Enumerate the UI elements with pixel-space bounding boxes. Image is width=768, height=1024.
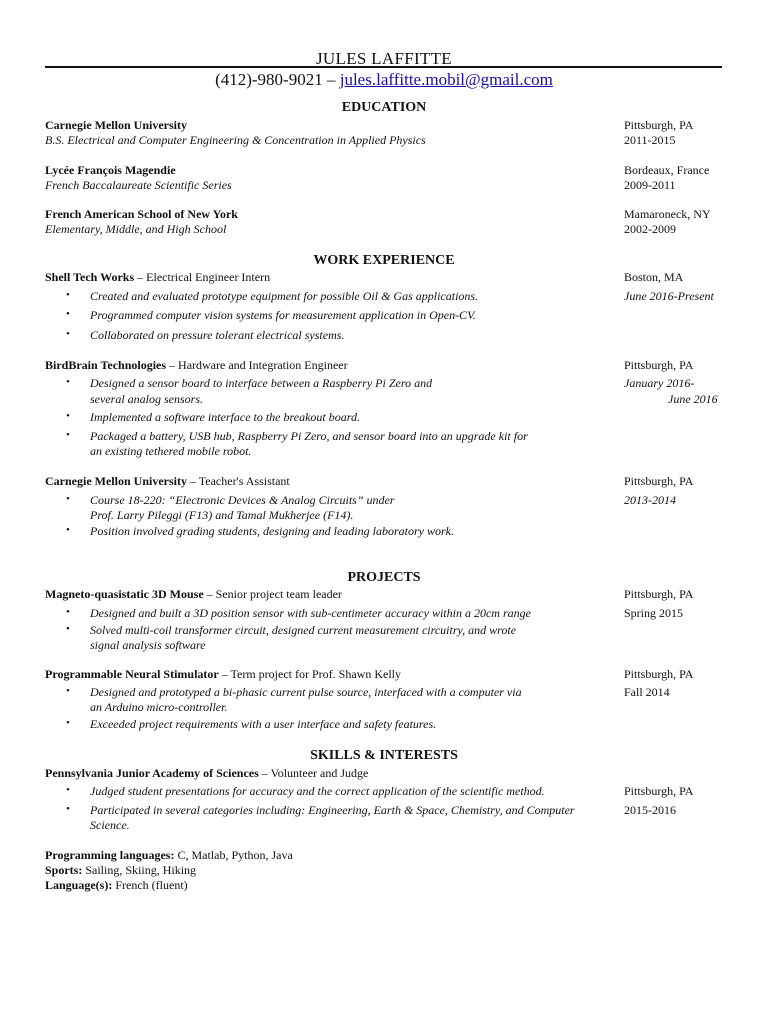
phone-number: (412)-980-9021 – [215, 70, 340, 89]
project-dates-1: Spring 2015 [624, 606, 684, 620]
work-dates-1: June 2016-Present [624, 289, 714, 303]
project-dates-2: Fall 2014 [624, 685, 670, 699]
project-1-bullet-2: Solved multi-coil transformer circuit, designed current measurement circuitry, and wrote [90, 623, 517, 637]
bullet-marker: • [66, 623, 70, 635]
bullet-marker: • [66, 376, 70, 388]
work-title-3: Carnegie Mellon University – Teacher's Assistant [45, 474, 290, 488]
work-3-bullet-1-cont: Prof. Larry Pileggi (F13) and Tamal Mukherjee (F14). [90, 508, 354, 522]
sports: Sports: Sailing, Skiing, Hiking [45, 863, 197, 877]
edu-school-1: Carnegie Mellon University [45, 118, 187, 132]
project-2-bullet-1: Designed and prototyped a bi-phasic current pulse source, interfaced with a computer via [90, 685, 522, 699]
work-2-bullet-1: Designed a sensor board to interface between a Raspberry Pi Zero and [90, 376, 433, 390]
work-location-3: Pittsburgh, PA [624, 474, 694, 488]
project-2-bullet-2: Exceeded project requirements with a user interface and safety features. [90, 717, 437, 731]
skills-bullet-2-cont: Science. [90, 818, 130, 832]
work-1-bullet-1: Created and evaluated prototype equipment for possible Oil & Gas applications. [90, 289, 479, 303]
work-2-bullet-3: Packaged a battery, USB hub, Raspberry Pi Zero, and sensor board into an upgrade kit for [90, 429, 528, 443]
edu-school-2: Lycée François Magendie [45, 163, 176, 177]
project-location-1: Pittsburgh, PA [624, 587, 694, 601]
bullet-marker: • [66, 410, 70, 422]
email-link[interactable]: jules.laffitte.mobil@gmail.com [339, 70, 553, 89]
work-3-bullet-1: Course 18-220: “Electronic Devices & Analog Circuits” under [90, 493, 395, 507]
work-2-bullet-3-cont: an existing tethered mobile robot. [90, 444, 252, 458]
work-title-1: Shell Tech Works – Electrical Engineer Intern [45, 270, 271, 284]
edu-school-3: French American School of New York [45, 207, 238, 221]
bullet-marker: • [66, 429, 70, 441]
project-location-2: Pittsburgh, PA [624, 667, 694, 681]
work-title-2: BirdBrain Technologies – Hardware and Integration Engineer [45, 358, 348, 372]
work-1-bullet-3: Collaborated on pressure tolerant electrical systems. [90, 328, 345, 342]
contact-line [0, 70, 768, 90]
edu-degree-2: French Baccalaureate Scientific Series [45, 178, 232, 192]
bullet-marker: • [66, 524, 70, 536]
bullet-marker: • [66, 717, 70, 729]
edu-degree-1: B.S. Electrical and Computer Engineering & Concentration in Applied Physics [45, 133, 426, 147]
edu-dates-2: 2009-2011 [624, 178, 676, 192]
skills-title: Pennsylvania Junior Academy of Sciences – Volunteer and Judge [45, 766, 369, 780]
work-heading: WORK EXPERIENCE [313, 253, 455, 268]
bullet-marker: • [66, 289, 70, 301]
bullet-marker: • [66, 328, 70, 340]
programming-languages: Programming languages: C, Matlab, Python, Java [45, 848, 293, 862]
work-dates-2a: January 2016- [624, 376, 695, 390]
languages: Language(s): French (fluent) [45, 878, 188, 892]
skills-bullet-2: Participated in several categories including: Engineering, Earth & Space, Chemistry, and Computer [90, 803, 575, 817]
work-dates-2b: June 2016 [668, 392, 718, 406]
work-location-2: Pittsburgh, PA [624, 358, 694, 372]
projects-heading: PROJECTS [347, 570, 421, 585]
edu-dates-1: 2011-2015 [624, 133, 676, 147]
edu-dates-3: 2002-2009 [624, 222, 676, 236]
edu-location-3: Mamaroneck, NY [624, 207, 711, 221]
work-2-bullet-2: Implemented a software interface to the breakout board. [90, 410, 360, 424]
bullet-marker: • [66, 606, 70, 618]
bullet-marker: • [66, 493, 70, 505]
bullet-marker: • [66, 308, 70, 320]
edu-location-2: Bordeaux, France [624, 163, 710, 177]
work-3-bullet-2: Position involved grading students, designing and leading laboratory work. [90, 524, 454, 538]
bullet-marker: • [66, 784, 70, 796]
skills-dates: 2015-2016 [624, 803, 676, 817]
work-location-1: Boston, MA [624, 270, 684, 284]
bullet-marker: • [66, 803, 70, 815]
project-1-bullet-1: Designed and built a 3D position sensor with sub-centimeter accuracy within a 20cm range [90, 606, 531, 620]
skills-location: Pittsburgh, PA [624, 784, 694, 798]
project-title-1: Magneto-quasistatic 3D Mouse – Senior project team leader [45, 587, 342, 601]
education-heading: EDUCATION [341, 100, 427, 115]
project-title-2: Programmable Neural Stimulator – Term project for Prof. Shawn Kelly [45, 667, 401, 681]
project-1-bullet-2-cont: signal analysis software [90, 638, 206, 652]
skills-heading: SKILLS & INTERESTS [310, 748, 458, 763]
bullet-marker: • [66, 685, 70, 697]
work-dates-3: 2013-2014 [624, 493, 676, 507]
work-1-bullet-2: Programmed computer vision systems for measurement application in Open-CV. [90, 308, 476, 322]
edu-degree-3: Elementary, Middle, and High School [45, 222, 227, 236]
header-rule [45, 66, 722, 68]
skills-bullet-1: Judged student presentations for accuracy and the correct application of the scientific method. [90, 784, 545, 798]
work-2-bullet-1-cont: several analog sensors. [90, 392, 203, 406]
edu-location-1: Pittsburgh, PA [624, 118, 694, 132]
project-2-bullet-1-cont: an Arduino micro-controller. [90, 700, 228, 714]
candidate-name: JULES LAFFITTE [316, 49, 452, 68]
